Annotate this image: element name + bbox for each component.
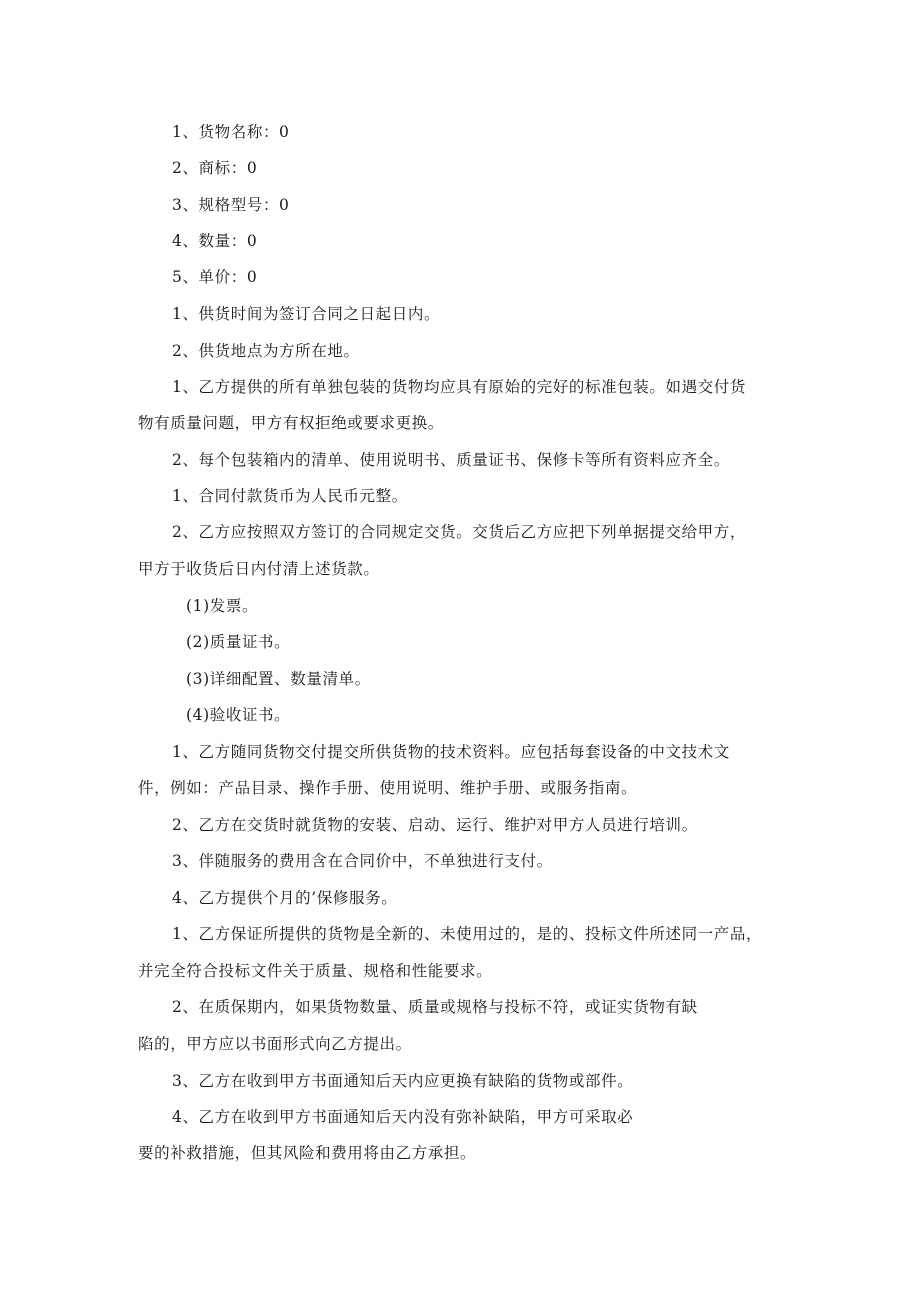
delivery-documents-line1: 2、乙方应按照双方签订的合同规定交货。交货后乙方应把下列单据提交给甲方，	[172, 523, 746, 541]
delivery-time-line: 1、供货时间为签订合同之日起日内。	[172, 305, 441, 323]
remedy-line2: 要的补救措施，但其风险和费用将由乙方承担。	[138, 1144, 477, 1162]
remedy-line1: 4、乙方在收到甲方书面通知后天内没有弥补缺陷，甲方可采取必	[172, 1108, 634, 1126]
goods-name-line: 1、货物名称：0	[172, 123, 290, 141]
technical-docs-line2: 件，例如：产品目录、操作手册、使用说明、维护手册、或服务指南。	[138, 779, 638, 797]
warranty-defect-line1: 2、在质保期内，如果货物数量、质量或规格与投标不符，或证实货物有缺	[172, 998, 698, 1016]
warranty-service-line: 4、乙方提供个月的’保修服务。	[172, 889, 398, 907]
model-line: 3、规格型号：0	[172, 196, 290, 214]
delivery-place-line: 2、供货地点为方所在地。	[172, 342, 360, 360]
delivery-documents-line2: 甲方于收货后日内付清上述货款。	[138, 560, 380, 578]
unit-price-line: 5、单价：0	[172, 268, 258, 286]
guarantee-paragraph-line1: 1、乙方保证所提供的货物是全新的、未使用过的，是的、投标文件所述同一产品，	[172, 925, 763, 943]
service-fee-line: 3、伴随服务的费用含在合同价中，不单独进行支付。	[172, 852, 553, 870]
replacement-line: 3、乙方在收到甲方书面通知后天内应更换有缺陷的货物或部件。	[172, 1072, 634, 1090]
guarantee-paragraph-line2: 并完全符合投标文件关于质量、规格和性能要求。	[138, 962, 493, 980]
technical-docs-line1: 1、乙方随同货物交付提交所供货物的技术资料。应包括每套设备的中文技术文	[172, 743, 730, 761]
packaging-paragraph-line2: 物有质量问题，甲方有权拒绝或要求更换。	[138, 414, 444, 432]
document-item-config-list: (3)详细配置、数量清单。	[186, 670, 371, 688]
document-item-acceptance-cert: (4)验收证书。	[186, 706, 291, 724]
quantity-line: 4、数量：0	[172, 232, 258, 250]
payment-currency-line: 1、合同付款货币为人民币元整。	[172, 487, 408, 505]
packing-list-line: 2、每个包装箱内的清单、使用说明书、质量证书、保修卡等所有资料应齐全。	[172, 451, 730, 469]
trademark-line: 2、商标：0	[172, 159, 258, 177]
document-item-invoice: (1)发票。	[186, 597, 259, 615]
warranty-defect-line2: 陷的，甲方应以书面形式向乙方提出。	[138, 1035, 412, 1053]
training-line: 2、乙方在交货时就货物的安装、启动、运行、维护对甲方人员进行培训。	[172, 816, 698, 834]
document-item-quality-cert: (2)质量证书。	[186, 633, 291, 651]
packaging-paragraph-line1: 1、乙方提供的所有单独包装的货物均应具有原始的完好的标准包装。如遇交付货	[172, 378, 746, 396]
